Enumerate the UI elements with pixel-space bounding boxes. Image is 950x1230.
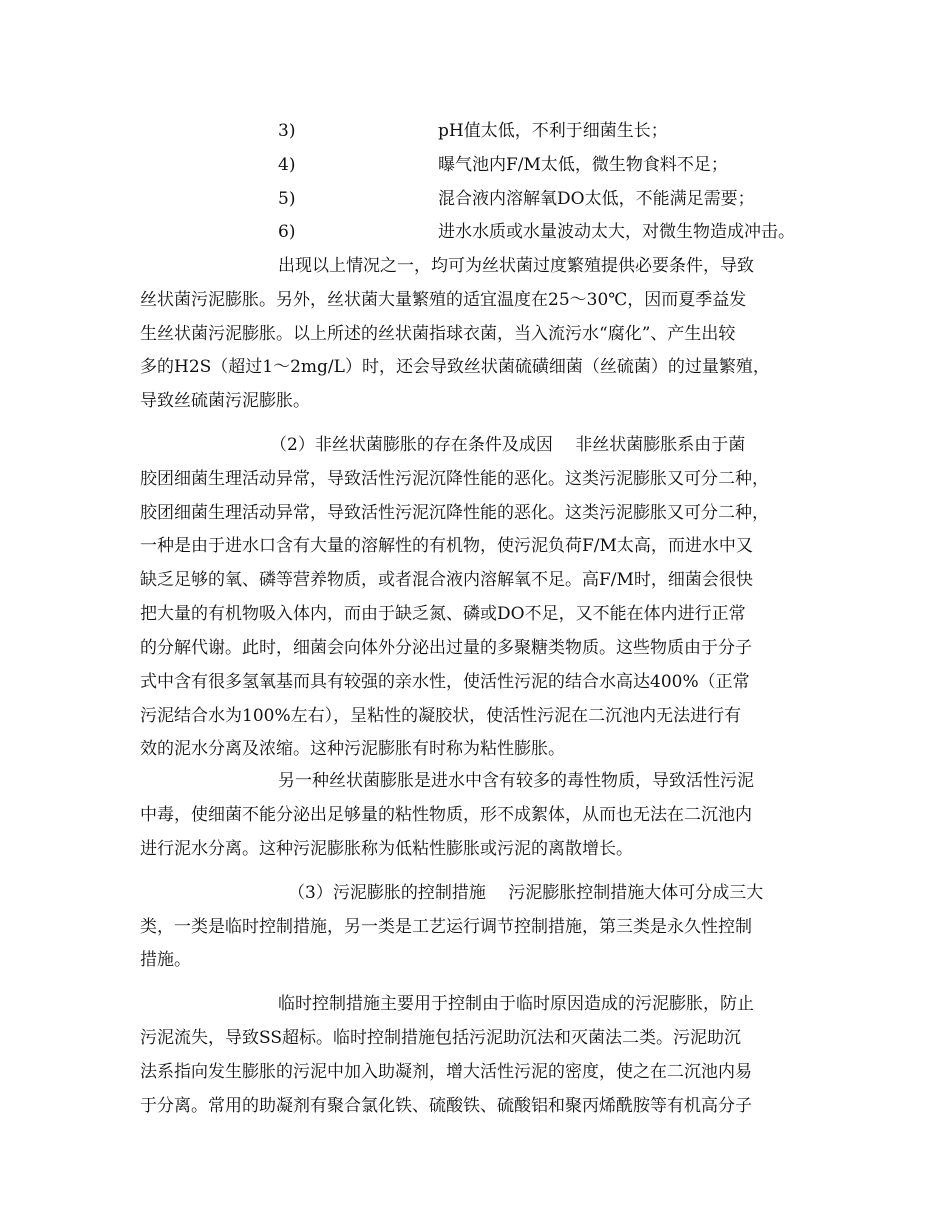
list-item-number: 3)	[278, 121, 296, 141]
paragraph-line: 缺乏足够的氧、磷等营养物质，或者混合液内溶解氧不足。高F/M时，细菌会很快	[140, 570, 753, 590]
paragraph-line: 措施。	[140, 950, 191, 970]
paragraph-line: 污泥流失，导致SS超标。临时控制措施包括污泥助沉法和灭菌法二类。污泥助沉	[140, 1028, 741, 1048]
list-item-text: 混合液内溶解氧DO太低，不能满足需要；	[438, 189, 755, 209]
list-item-number: 5)	[278, 189, 296, 209]
paragraph-line: 中毒，使细菌不能分泌出足够量的粘性物质，形不成絮体，从而也无法在二沉池内	[140, 805, 752, 825]
list-item-text: 曝气池内F/M太低，微生物食料不足；	[438, 155, 728, 175]
list-item-text: 进水水质或水量波动太大，对微生物造成冲击。	[438, 222, 795, 242]
paragraph-line: 类，一类是临时控制措施，另一类是工艺运行调节控制措施，第三类是永久性控制	[140, 917, 752, 937]
paragraph-line: 临时控制措施主要用于控制由于临时原因造成的污泥膨胀，防止	[278, 994, 754, 1014]
paragraph-line: 丝状菌污泥膨胀。另外，丝状菌大量繁殖的适宜温度在25～30℃，因而夏季益发	[140, 290, 747, 310]
paragraph-line: 胶团细菌生理活动异常，导致活性污泥沉降性能的恶化。这类污泥膨胀又可分二种，	[140, 469, 769, 489]
list-item-number: 6)	[278, 222, 296, 242]
paragraph-line: 污泥结合水为100%左右），呈粘性的凝胶状，使活性污泥在二沉池内无法进行有	[140, 706, 742, 726]
section-heading-line: （2）非丝状菌膨胀的存在条件及成因 非丝状菌膨胀系由于菌	[270, 435, 746, 455]
paragraph-line-indent: 另一种丝状菌膨胀是进水中含有较多的毒性物质，导致活性污泥	[278, 771, 754, 791]
paragraph-line: 一种是由于进水口含有大量的溶解性的有机物，使污泥负荷F/M太高，而进水中又	[140, 536, 753, 556]
list-item-text: pH值太低，不利于细菌生长；	[438, 121, 668, 141]
section-heading-line: （3）污泥膨胀的控制措施 污泥膨胀控制措施大体可分成三大	[288, 883, 764, 903]
paragraph-line: 的分解代谢。此时，细菌会向体外分泌出过量的多聚糖类物质。这些物质由于分子	[140, 638, 752, 658]
paragraph-line: 生丝状菌污泥膨胀。以上所述的丝状菌指球衣菌，当入流污水“腐化”、产生出较	[140, 324, 736, 344]
paragraph-line: 式中含有很多氢氧基而具有较强的亲水性，使活性污泥的结合水高达400%（正常	[140, 672, 750, 692]
paragraph-line: 出现以上情况之一，均可为丝状菌过度繁殖提供必要条件，导致	[278, 256, 754, 276]
paragraph-line: 于分离。常用的助凝剂有聚合氯化铁、硫酸铁、硫酸铝和聚丙烯酰胺等有机高分子	[140, 1096, 752, 1116]
paragraph-line: 进行泥水分离。这种污泥膨胀称为低粘性膨胀或污泥的离散增长。	[140, 839, 633, 859]
paragraph-line: 把大量的有机物吸入体内，而由于缺乏氮、磷或DO不足，又不能在体内进行正常	[140, 604, 746, 624]
paragraph-line: 法系指向发生膨胀的污泥中加入助凝剂，增大活性污泥的密度，使之在二沉池内易	[140, 1062, 752, 1082]
paragraph-line: 导致丝硫菌污泥膨胀。	[140, 391, 310, 411]
paragraph-line: 胶团细菌生理活动异常，导致活性污泥沉降性能的恶化。这类污泥膨胀又可分二种，	[140, 503, 769, 523]
list-item-number: 4)	[278, 155, 296, 175]
paragraph-line: 多的H2S（超过1～2mg/L）时，还会导致丝状菌硫磺细菌（丝硫菌）的过量繁殖，	[140, 357, 770, 377]
paragraph-line: 效的泥水分离及浓缩。这种污泥膨胀有时称为粘性膨胀。	[140, 739, 565, 759]
